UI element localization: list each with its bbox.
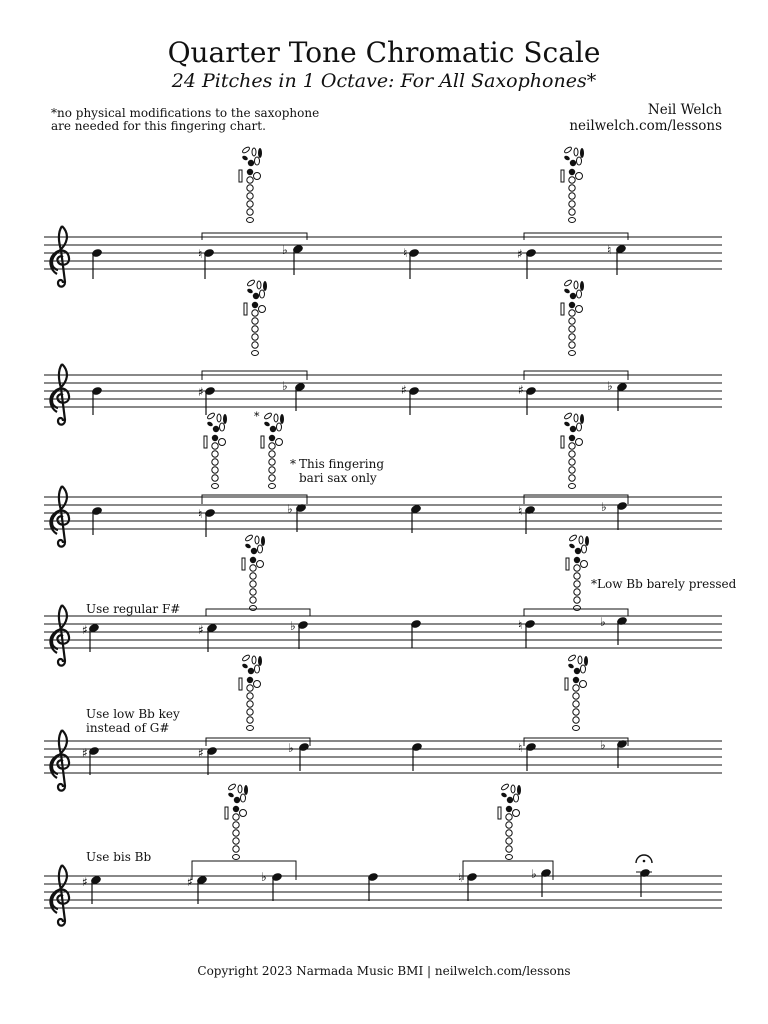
annotation-text: Use low Bb key: [86, 707, 180, 721]
svg-text:♭: ♭: [531, 867, 537, 881]
svg-text:♯: ♯: [198, 385, 204, 399]
annotation-text: instead of G#: [86, 721, 170, 735]
svg-text:♭: ♭: [601, 500, 607, 514]
svg-text:♭: ♭: [288, 741, 294, 755]
annotation-regular-fs: Use regular F#: [86, 602, 181, 616]
svg-text:♯: ♯: [198, 623, 204, 637]
annotation-text: bari sax only: [299, 471, 377, 485]
footnote-line: *no physical modifications to the saxophone: [51, 106, 320, 120]
svg-text:♯: ♯: [517, 247, 523, 261]
svg-text:♭: ♭: [290, 619, 296, 633]
svg-text:♯: ♯: [198, 746, 204, 760]
annotation-bis-bb: Use bis Bb: [86, 850, 152, 864]
staff-system-4: [44, 534, 722, 666]
copyright-footer: Copyright 2023 Narmada Music BMI | neilwelch.com/lessons: [197, 964, 571, 978]
svg-text:♯: ♯: [187, 875, 193, 889]
svg-text:♭: ♭: [607, 379, 613, 393]
svg-text:♯: ♯: [518, 383, 524, 397]
annotation-bari: [290, 457, 384, 485]
page-subtitle: 24 Pitches in 1 Octave: For All Saxophones*: [171, 70, 597, 92]
asterisk-mark: *: [290, 457, 296, 471]
svg-text:♮: ♮: [403, 246, 408, 260]
page-title: Quarter Tone Chromatic Scale: [167, 36, 601, 69]
svg-text:♯: ♯: [401, 383, 407, 397]
svg-text:♭: ♭: [261, 870, 267, 884]
staff-system-2: [44, 279, 722, 425]
author-website: neilwelch.com/lessons: [569, 118, 722, 134]
footnote-line: are needed for this fingering chart.: [51, 119, 266, 133]
svg-text:♭: ♭: [282, 243, 288, 257]
annotation-low-bb-key: [86, 707, 180, 735]
svg-text:♮: ♮: [518, 504, 523, 518]
svg-text:♭: ♭: [282, 379, 288, 393]
svg-text:♮: ♮: [198, 507, 203, 521]
svg-text:♮: ♮: [198, 247, 203, 261]
svg-text:♯: ♯: [82, 746, 88, 760]
svg-text:♭: ♭: [287, 502, 293, 516]
svg-text:*: *: [254, 410, 260, 423]
author-name: Neil Welch: [647, 102, 722, 118]
annotation-text: This fingering: [299, 457, 385, 471]
svg-text:♯: ♯: [82, 623, 88, 637]
svg-text:♭: ♭: [600, 615, 606, 629]
svg-text:♮: ♮: [607, 243, 612, 257]
staff-system-1: [44, 146, 722, 287]
svg-text:♮: ♮: [518, 741, 523, 755]
svg-text:♮: ♮: [518, 618, 523, 632]
svg-text:♮: ♮: [458, 871, 463, 885]
svg-text:♭: ♭: [600, 738, 606, 752]
svg-text:♯: ♯: [82, 875, 88, 889]
annotation-low-bb: *Low Bb barely pressed: [591, 577, 737, 591]
